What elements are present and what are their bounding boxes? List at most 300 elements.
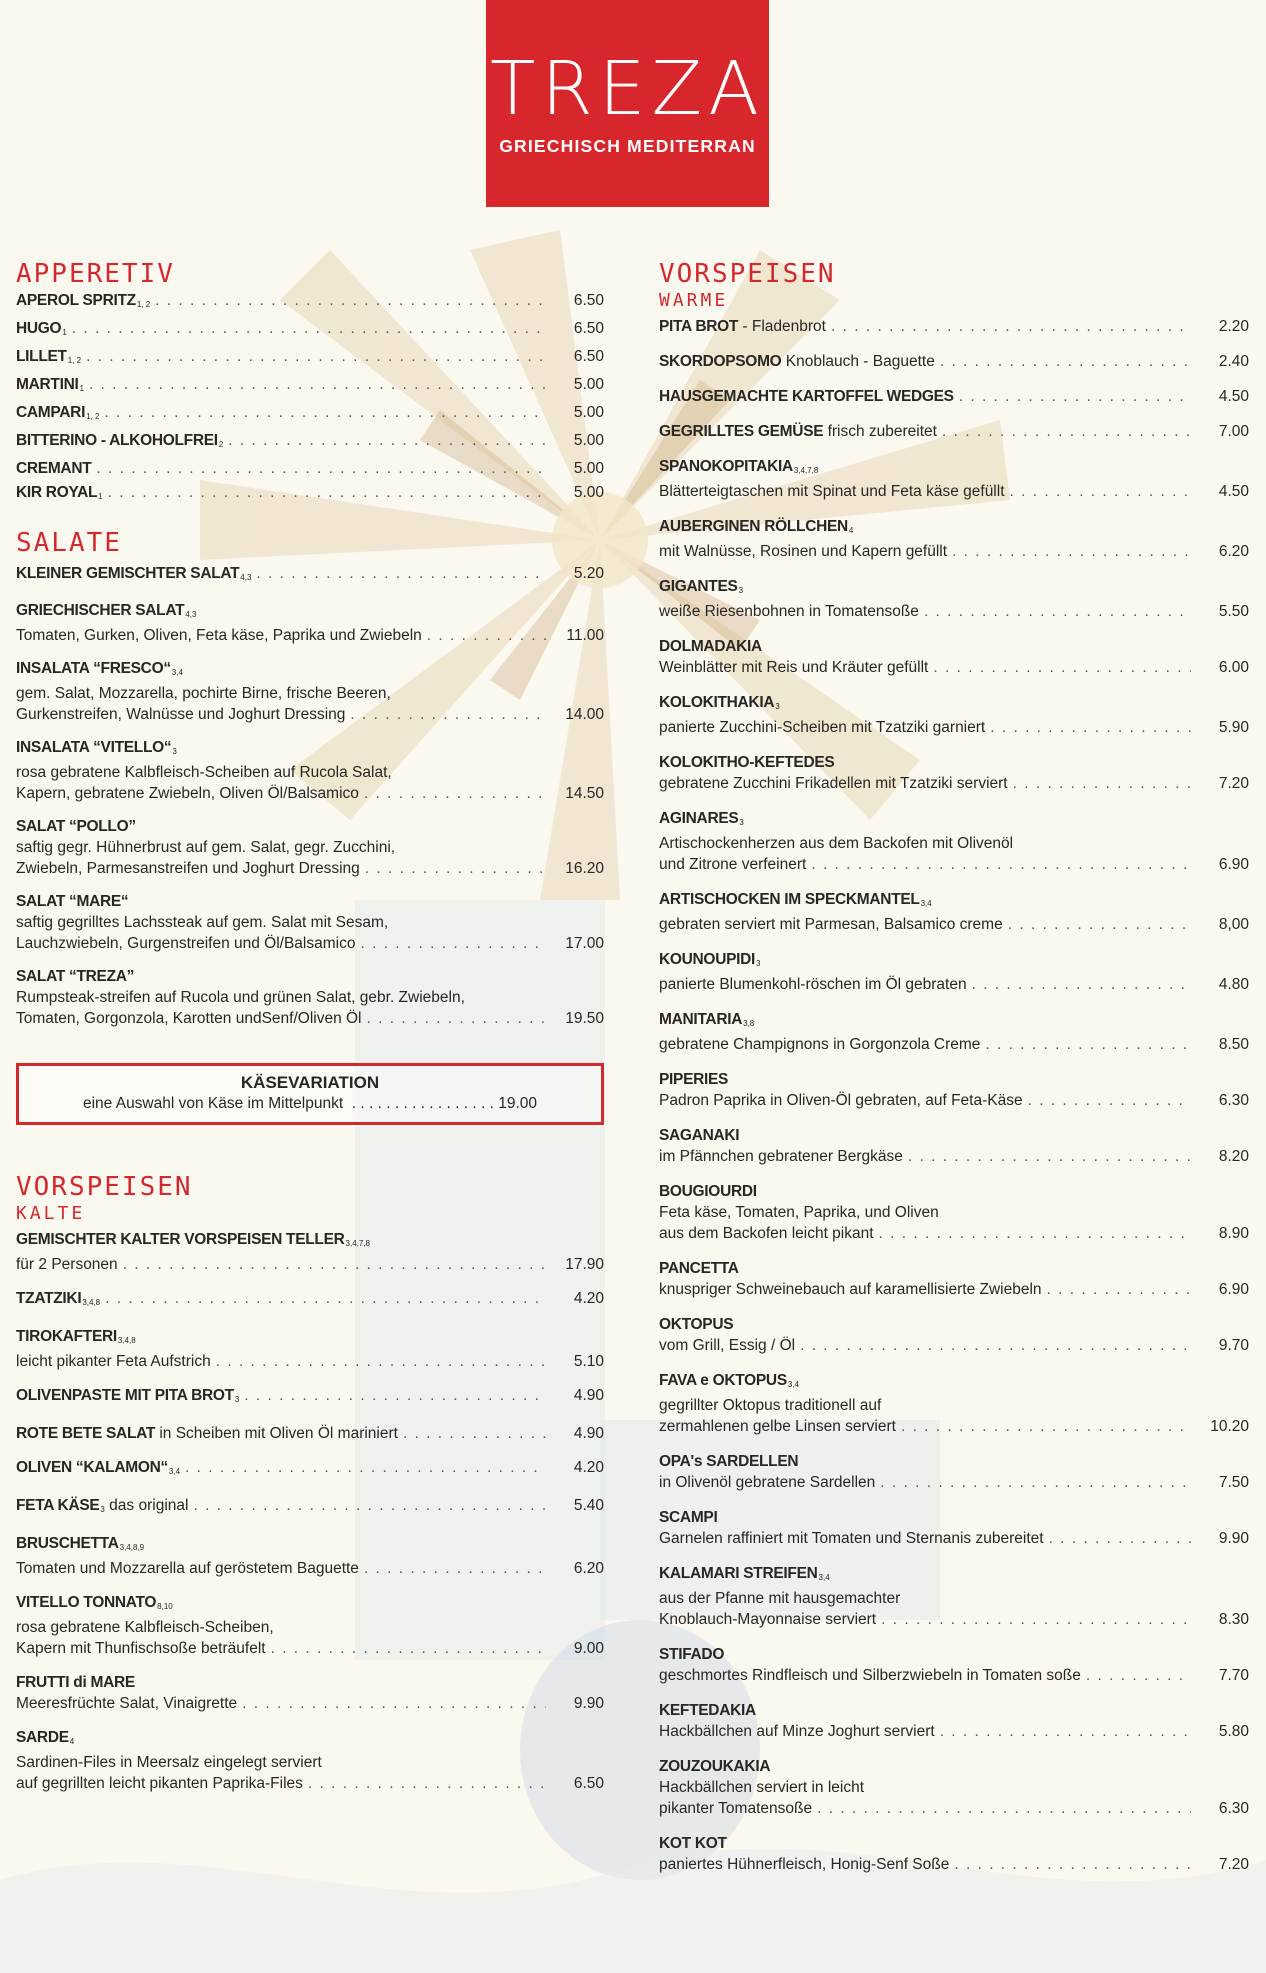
allergen-codes: 2: [218, 440, 224, 449]
allergen-codes: 4: [848, 526, 854, 535]
menu-item-title: [659, 421, 937, 442]
menu-item-price: 4.90: [573, 1425, 604, 1442]
dot-leader: [403, 1423, 546, 1444]
menu-item-name: AUBERGINEN RÖLLCHEN: [659, 518, 848, 535]
dot-leader: [1010, 481, 1191, 502]
menu-item-desc-line: [659, 657, 1249, 678]
menu-item-title: [16, 482, 103, 507]
menu-item-name: KOUNOUPIDI: [659, 951, 756, 968]
dot-leader: [86, 346, 546, 367]
menu-item-desc: Garnelen raffiniert mit Tomaten und Sternanis zubereitet: [659, 1530, 1044, 1547]
dot-leader: [185, 1457, 546, 1478]
menu-item-title: [16, 891, 128, 912]
menu-item: [16, 290, 604, 315]
dot-leader: [924, 601, 1191, 622]
menu-item-heading: [659, 576, 1249, 601]
menu-item-heading: [16, 658, 604, 683]
menu-item-heading: [16, 1229, 604, 1254]
menu-item-price: 5.00: [573, 484, 604, 501]
menu-item-title: [16, 458, 91, 479]
menu-item-line: [16, 290, 604, 315]
menu-item-title: [659, 351, 935, 372]
menu-item-desc-line: [16, 683, 604, 704]
menu-item-desc: Sardinen-Files in Meersalz eingelegt serviert: [16, 1754, 322, 1771]
menu-item-desc-line: [16, 762, 604, 783]
dot-leader: [880, 1472, 1191, 1493]
dot-leader: [942, 421, 1191, 442]
menu-item-line: [16, 1423, 604, 1444]
menu-item-desc: mit Walnüsse, Rosinen und Kapern gefüllt: [659, 543, 948, 560]
menu-item-title: [659, 1181, 757, 1202]
menu-item-price: 4.20: [573, 1459, 604, 1476]
menu-item: [659, 1451, 1249, 1493]
menu-item-price: 4.20: [573, 1290, 604, 1307]
menu-item-name: CAMPARI: [16, 404, 86, 421]
menu-item-name: OLIVENPASTE MIT PITA BROT: [16, 1387, 234, 1404]
menu-item-heading: [659, 752, 1249, 773]
menu-item-heading: [659, 808, 1249, 833]
menu-item-title: [659, 316, 826, 337]
menu-item-price: 17.90: [565, 1256, 604, 1273]
menu-item-price: 14.50: [565, 785, 604, 802]
menu-item-price: 4.50: [1218, 483, 1249, 500]
menu-item-price: 8.30: [1218, 1611, 1249, 1628]
dot-leader: [940, 351, 1191, 372]
allergen-codes: 3,4,7,8: [793, 466, 819, 475]
allergen-codes: 3,4,8: [117, 1336, 136, 1345]
menu-item-desc-line: [16, 1693, 604, 1714]
menu-item-name: INSALATA “VITELLO“: [16, 739, 172, 756]
dot-leader: [350, 704, 546, 725]
menu-item-price: 6.50: [573, 320, 604, 337]
menu-item-price: 16.20: [565, 860, 604, 877]
menu-item-desc: knuspriger Schweinebauch auf karamellisierte Zwiebeln: [659, 1281, 1042, 1298]
dot-leader: [959, 386, 1191, 407]
menu-item-price: 9.00: [573, 1640, 604, 1657]
menu-item-name: OLIVEN “KALAMON“: [16, 1459, 168, 1476]
menu-item-name: GIGANTES: [659, 578, 738, 595]
menu-item-name: GEMISCHTER KALTER VORSPEISEN TELLER: [16, 1231, 345, 1248]
menu-item-desc: Tomaten, Gorgonzola, Karotten undSenf/Oliven Öl: [16, 1010, 362, 1027]
menu-item: [16, 737, 604, 804]
menu-item-name: PITA BROT: [659, 318, 739, 335]
menu-item-name: INSALATA “FRESCO“: [16, 660, 171, 677]
menu-item-line: [16, 374, 604, 399]
menu-item-desc: Meeresfrüchte Salat, Vinaigrette: [16, 1695, 238, 1712]
menu-item-title: [659, 576, 743, 601]
menu-item: [16, 374, 604, 399]
menu-item-desc-line: [16, 858, 604, 879]
allergen-codes: 3,4,7,8: [345, 1239, 370, 1248]
menu-item-desc: auf gegrillten leicht pikanten Paprika-Files: [16, 1775, 303, 1792]
allergen-codes: 3: [100, 1505, 105, 1514]
menu-item-line: [16, 346, 604, 371]
menu-item: [659, 1258, 1249, 1300]
menu-item-name: OKTOPUS: [659, 1316, 734, 1333]
menu-item: [16, 402, 604, 427]
menu-item-title: [16, 816, 136, 837]
menu-item-name: APEROL SPRITZ: [16, 292, 136, 309]
allergen-codes: 3: [775, 702, 780, 711]
allergen-codes: 1, 2: [136, 300, 151, 309]
dot-leader: [271, 1638, 546, 1659]
menu-item-desc: aus dem Backofen leicht pikant: [659, 1225, 874, 1242]
menu-item-desc-line: [659, 601, 1249, 622]
menu-item-name: SPANOKOPITAKIA: [659, 458, 793, 475]
dot-leader: [1028, 1090, 1191, 1111]
menu-item: [16, 1727, 604, 1794]
menu-item: [16, 563, 604, 588]
kaesevariation-line: eine Auswahl von Käse im Mittelpunkt . . . . . . . . . . . . . . . . . 19.00: [82, 1095, 538, 1112]
menu-item-desc-line: [659, 914, 1249, 935]
menu-item-title: [16, 600, 196, 625]
menu-item-name: FRUTTI di MARE: [16, 1674, 135, 1691]
menu-item-desc: Tomaten, Gurken, Oliven, Feta käse, Paprika und Zwiebeln: [16, 627, 422, 644]
menu-item-title: [659, 1451, 798, 1472]
menu-item-inline-desc: frisch zubereitet: [823, 423, 937, 440]
menu-item-desc-line: [659, 1798, 1249, 1819]
kaesevariation-price: 19.00: [498, 1095, 538, 1112]
menu-item: [16, 1326, 604, 1372]
menu-item-line: [16, 430, 604, 455]
menu-item: [659, 516, 1249, 562]
menu-item-name: ZOUZOUKAKIA: [659, 1758, 771, 1775]
menu-item-price: 5.40: [573, 1497, 604, 1514]
menu-item-name: BOUGIOURDI: [659, 1183, 757, 1200]
menu-item: [16, 966, 604, 1029]
dot-leader: [242, 1693, 546, 1714]
menu-item-name: SKORDOPSOMO: [659, 353, 782, 370]
menu-item-desc-line: [16, 1254, 604, 1275]
allergen-codes: 3,4: [787, 1380, 799, 1389]
menu-item-title: [16, 1385, 239, 1410]
menu-item-heading: [659, 692, 1249, 717]
menu-item: [16, 658, 604, 725]
dot-leader: [881, 1609, 1191, 1630]
menu-item-desc-line: [659, 717, 1249, 738]
menu-item-price: 6.90: [1218, 1281, 1249, 1298]
menu-item-desc-line: [16, 625, 604, 646]
menu-item-heading: [16, 966, 604, 987]
menu-item-desc-line: [16, 704, 604, 725]
allergen-codes: 3,8: [743, 1019, 755, 1028]
menu-item-desc: rosa gebratene Kalbfleisch-Scheiben,: [16, 1619, 274, 1636]
dot-leader: [831, 316, 1191, 337]
menu-item-desc-line: [16, 1617, 604, 1638]
menu-item-price: 6.50: [573, 348, 604, 365]
menu-item-desc-line: [659, 1721, 1249, 1742]
menu-item-heading: [659, 1069, 1249, 1090]
menu-item-desc-line: [659, 1223, 1249, 1244]
menu-item-heading: [659, 1451, 1249, 1472]
kaesevariation-box: [16, 1063, 604, 1125]
menu-item-price: 5.00: [573, 432, 604, 449]
menu-item: [16, 1592, 604, 1659]
menu-item-line: [659, 386, 1249, 407]
dot-leader: [216, 1351, 546, 1372]
menu-item-title: [659, 1258, 739, 1279]
menu-item-name: KLEINER GEMISCHTER SALAT: [16, 565, 240, 582]
menu-item-line: [659, 351, 1249, 372]
menu-item-title: [16, 1457, 180, 1482]
menu-item-desc: für 2 Personen: [16, 1256, 118, 1273]
menu-item-desc-line: [659, 1472, 1249, 1493]
dot-leader: [365, 858, 546, 879]
menu-item-title: [16, 563, 251, 588]
menu-item-desc-line: [16, 912, 604, 933]
menu-item-price: 5.00: [573, 404, 604, 421]
menu-item-name: DOLMADAKIA: [659, 638, 762, 655]
menu-item-desc: saftig gegr. Hühnerbrust auf gem. Salat, gegr. Zucchini,: [16, 839, 396, 856]
menu-item-price: 4.80: [1218, 976, 1249, 993]
dot-leader: [811, 854, 1191, 875]
menu-item-title: [659, 516, 853, 541]
menu-item-inline-desc: in Scheiben mit Oliven Öl mariniert: [155, 1425, 398, 1442]
menu-item-desc: Rumpsteak-streifen auf Rucola und grünen Salat, gebr. Zwiebeln,: [16, 989, 465, 1006]
menu-item-title: [659, 889, 932, 914]
menu-item-heading: [659, 889, 1249, 914]
menu-item-name: STIFADO: [659, 1646, 725, 1663]
menu-item-title: [16, 737, 177, 762]
menu-item-desc-line: [659, 481, 1249, 502]
menu-item-heading: [16, 1326, 604, 1351]
menu-item-title: [16, 1727, 74, 1752]
menu-item-desc: weiße Riesenbohnen in Tomatensoße: [659, 603, 919, 620]
menu-item-desc-line: [16, 1638, 604, 1659]
menu-item-price: 9.90: [573, 1695, 604, 1712]
menu-item-desc: in Olivenöl gebratene Sardellen: [659, 1474, 876, 1491]
salate-list: [16, 563, 604, 1029]
menu-item-desc-line: [16, 783, 604, 804]
allergen-codes: 8,10: [157, 1602, 173, 1611]
menu-item-inline-desc: - Fladenbrot: [738, 318, 826, 335]
menu-item: [659, 1644, 1249, 1686]
allergen-codes: 1: [79, 384, 84, 393]
menu-item-desc-line: [16, 1558, 604, 1579]
dot-leader: [228, 430, 546, 451]
menu-item-price: 5.90: [1218, 719, 1249, 736]
allergen-codes: 4,3: [185, 610, 197, 619]
menu-item-desc-line: [659, 1416, 1249, 1437]
menu-item-desc-line: [16, 837, 604, 858]
menu-item-heading: [659, 1181, 1249, 1202]
menu-item-desc-line: [16, 987, 604, 1008]
allergen-codes: 3,4: [920, 899, 932, 908]
menu-item: [659, 421, 1249, 442]
dot-leader: [985, 1034, 1191, 1055]
menu-item-name: LILLET: [16, 348, 67, 365]
menu-item-title: [16, 658, 183, 683]
dot-leader: [908, 1146, 1191, 1167]
logo-wordmark: TREZA: [490, 46, 765, 132]
menu-item-price: 6.30: [1218, 1092, 1249, 1109]
allergen-codes: 3: [738, 586, 744, 595]
menu-item-desc: gebratene Zucchini Frikadellen mit Tzatziki serviert: [659, 775, 1008, 792]
menu-item-title: [659, 1314, 733, 1335]
dot-leader: [364, 1558, 546, 1579]
allergen-codes: 3: [172, 747, 177, 756]
menu-item-name: BITTERINO - ALKOHOLFREI: [16, 432, 218, 449]
menu-item-price: 6.50: [573, 1775, 604, 1792]
menu-item-title: [659, 1756, 770, 1777]
menu-item-title: [16, 1423, 398, 1444]
dot-leader: [193, 1495, 546, 1516]
allergen-codes: 3,4: [818, 1573, 830, 1582]
dot-leader: [155, 290, 546, 311]
menu-item-price: 4.90: [573, 1387, 604, 1404]
menu-item-name: GRIECHISCHER SALAT: [16, 602, 185, 619]
menu-item-heading: [16, 1533, 604, 1558]
menu-item-desc: im Pfännchen gebratener Bergkäse: [659, 1148, 903, 1165]
menu-item: [16, 1229, 604, 1275]
allergen-codes: 3: [739, 818, 744, 827]
menu-item-desc: Knoblauch-Mayonnaise serviert: [659, 1611, 877, 1628]
menu-item-desc-line: [659, 1034, 1249, 1055]
menu-item-desc-line: [659, 1854, 1249, 1875]
dot-leader: [952, 541, 1191, 562]
dot-leader: [96, 458, 546, 479]
menu-item-heading: [16, 737, 604, 762]
menu-item-price: 19.50: [565, 1010, 604, 1027]
menu-item: [659, 386, 1249, 407]
menu-item: [659, 752, 1249, 794]
menu-item-desc: zermahlenen gelbe Linsen serviert: [659, 1418, 896, 1435]
menu-item-title: [659, 949, 761, 974]
menu-item-name: TZATZIKI: [16, 1290, 82, 1307]
menu-item-desc: panierte Blumenkohl-röschen im Öl gebraten: [659, 976, 967, 993]
menu-item-name: FETA KÄSE: [16, 1497, 100, 1514]
menu-item-name: HUGO: [16, 320, 62, 337]
menu-item-desc: gegrillter Oktopus traditionell auf: [659, 1397, 882, 1414]
menu-item-title: [16, 1495, 188, 1520]
menu-item-name: KOT KOT: [659, 1835, 727, 1852]
menu-item-desc-line: [659, 1146, 1249, 1167]
menu-item-title: [16, 290, 150, 315]
dot-leader: [1049, 1528, 1191, 1549]
menu-item-title: [659, 1125, 739, 1146]
menu-item: [659, 1833, 1249, 1875]
menu-item-desc-line: [16, 933, 604, 954]
menu-item-price: 5.00: [573, 460, 604, 477]
menu-item-title: [16, 1533, 144, 1558]
menu-item-desc-line: [16, 1351, 604, 1372]
menu-item-heading: [659, 1700, 1249, 1721]
menu-item-name: AGINARES: [659, 810, 739, 827]
menu-item-name: TIROKAFTERI: [16, 1328, 117, 1345]
allergen-codes: 3: [234, 1395, 240, 1404]
menu-item-title: [659, 386, 954, 407]
menu-item-name: SARDE: [16, 1729, 69, 1746]
menu-item-heading: [659, 516, 1249, 541]
menu-item: [659, 889, 1249, 935]
menu-item-price: 5.80: [1218, 1723, 1249, 1740]
menu-item-desc: saftig gegrilltes Lachssteak auf gem. Salat mit Sesam,: [16, 914, 389, 931]
menu-item-price: 6.50: [573, 292, 604, 309]
menu-item-title: [659, 692, 780, 717]
menu-item-price: 5.50: [1218, 603, 1249, 620]
menu-item: [16, 430, 604, 455]
section-title-kalte-vorspeisen: VORSPEISEN: [16, 1172, 193, 1202]
menu-item-desc-line: [659, 1588, 1249, 1609]
menu-item-name: ROTE BETE SALAT: [16, 1425, 156, 1442]
kaesevariation-title: KÄSEVARIATION: [240, 1073, 380, 1092]
allergen-codes: 1, 2: [67, 356, 82, 365]
menu-item-name: KALAMARI STREIFEN: [659, 1565, 818, 1582]
menu-item-title: [16, 1229, 370, 1254]
menu-item-name: MANITARIA: [659, 1011, 743, 1028]
menu-item-desc: Zwiebeln, Parmesanstreifen und Joghurt Dressing: [16, 860, 360, 877]
menu-item-inline-desc: das original: [104, 1497, 189, 1514]
menu-item-desc: Tomaten und Mozzarella auf geröstetem Baguette: [16, 1560, 359, 1577]
menu-item-price: 7.70: [1218, 1667, 1249, 1684]
menu-item-desc: Gurkenstreifen, Walnüsse und Joghurt Dressing: [16, 706, 346, 723]
dot-leader: [89, 374, 546, 395]
menu-item-name: FAVA e OKTOPUS: [659, 1372, 787, 1389]
menu-item-title: [16, 1288, 100, 1313]
menu-item-desc: Hackbällchen auf Minze Joghurt serviert: [659, 1723, 935, 1740]
menu-item-title: [16, 402, 99, 427]
menu-item-price: 6.30: [1218, 1800, 1249, 1817]
menu-item-desc-line: [16, 1008, 604, 1029]
menu-item-desc-line: [659, 1528, 1249, 1549]
menu-item: [16, 1495, 604, 1520]
menu-item-desc: Weinblätter mit Reis und Kräuter gefüllt: [659, 659, 929, 676]
menu-item-heading: [659, 1258, 1249, 1279]
menu-item-line: [659, 316, 1249, 337]
dot-leader: [105, 1288, 546, 1309]
menu-item: [16, 600, 604, 646]
menu-item-price: 14.00: [565, 706, 604, 723]
dot-leader: [1008, 914, 1191, 935]
menu-item-title: [16, 966, 134, 987]
menu-item-title: [16, 318, 67, 343]
section-subtitle-warme: WARME: [659, 290, 729, 311]
dot-leader: [901, 1416, 1191, 1437]
allergen-codes: 1, 2: [86, 412, 100, 421]
menu-item-price: 7.20: [1218, 775, 1249, 792]
menu-item: [659, 1563, 1249, 1630]
menu-item: [659, 456, 1249, 502]
menu-item-desc-line: [659, 1202, 1249, 1223]
menu-item: [16, 1533, 604, 1579]
menu-item: [659, 692, 1249, 738]
dot-leader: [940, 1721, 1191, 1742]
menu-item-heading: [16, 1592, 604, 1617]
menu-item-desc: Padron Paprika in Oliven-Öl gebraten, auf Feta-Käse: [659, 1092, 1023, 1109]
menu-item-desc: Artischockenherzen aus dem Backofen mit Olivenöl: [659, 835, 1014, 852]
menu-item-name: HAUSGEMACHTE KARTOFFEL WEDGES: [659, 388, 954, 405]
menu-item-name: OPA's SARDELLEN: [659, 1453, 799, 1470]
menu-item-title: [659, 1700, 756, 1721]
dot-leader: [72, 318, 546, 339]
menu-item-heading: [16, 1727, 604, 1752]
menu-item-desc-line: [659, 1665, 1249, 1686]
allergen-codes: 3,4,8,9: [119, 1543, 145, 1552]
menu-item: [16, 1288, 604, 1313]
menu-item-name: KEFTEDAKIA: [659, 1702, 756, 1719]
menu-item: [16, 1423, 604, 1444]
menu-item-price: 6.20: [1218, 543, 1249, 560]
menu-item-heading: [659, 1009, 1249, 1034]
menu-item-line: [16, 1385, 604, 1410]
menu-item-line: [16, 1457, 604, 1482]
menu-item-title: [659, 808, 744, 833]
allergen-codes: 3,4: [171, 668, 183, 677]
menu-item-heading: [659, 636, 1249, 657]
menu-item-name: PANCETTA: [659, 1260, 739, 1277]
menu-item-desc-line: [659, 773, 1249, 794]
menu-item-desc: Feta käse, Tomaten, Paprika, und Oliven: [659, 1204, 939, 1221]
